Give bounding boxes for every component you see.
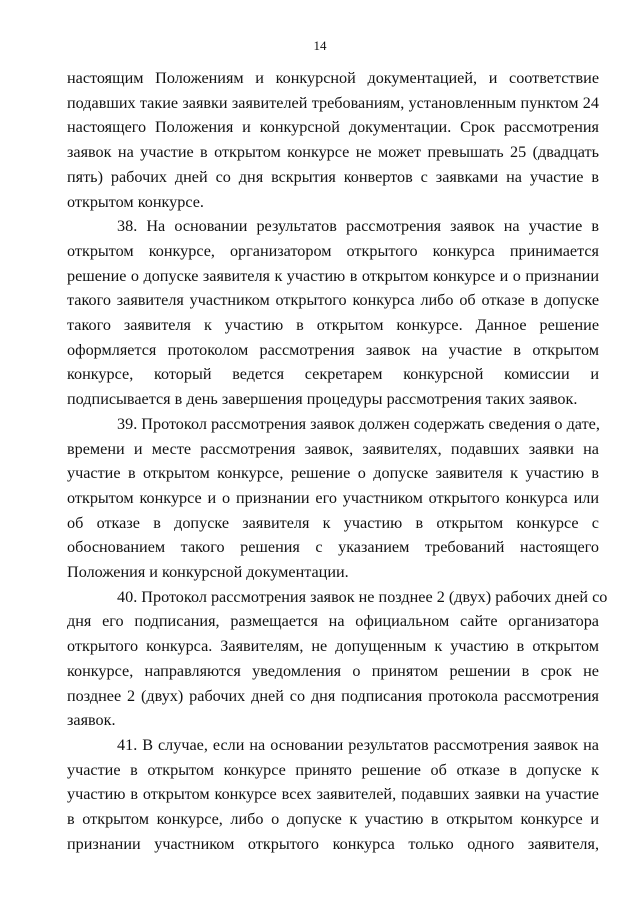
paragraph (67, 412, 599, 585)
text-line: пять) рабочих дней со дня вскрытия конвертов с заявками на участие в (67, 167, 599, 186)
paragraph (67, 585, 608, 733)
text-line: конкурсе, который ведется секретарем конкурсной комиссии и (67, 365, 599, 384)
text-line: времени и месте рассмотрения заявок, заявителях, подавших заявки на (67, 439, 599, 458)
text-line: обоснованием такого решения с указанием требований настоящего (67, 538, 599, 557)
text-line: признании участником открытого конкурса только одного заявителя, (67, 834, 599, 853)
text-line: решение о допуске заявителя к участию в открытом конкурсе и о признании (67, 266, 599, 285)
text-line: участие в открытом конкурсе, решение о допуске заявителя к участию в (67, 464, 599, 483)
text-line: позднее 2 (двух) рабочих дней со дня подписания протокола рассмотрения (67, 686, 599, 705)
text-line: дня его подписания, размещается на официальном сайте организатора (67, 612, 599, 631)
text-line: такого заявителя участником открытого конкурса либо об отказе в допуске (67, 291, 599, 310)
paragraph (67, 66, 599, 214)
text-line: 40. Протокол рассмотрения заявок не позднее 2 (двух) рабочих дней со (117, 587, 608, 606)
text-line: открытом конкурсе. (67, 192, 204, 211)
paragraph (67, 733, 599, 857)
text-line: настоящим Положениям и конкурсной документацией, и соответствие (67, 69, 599, 87)
text-line: 39. Протокол рассмотрения заявок должен содержать сведения о дате, (117, 414, 600, 433)
text-line: 41. В случае, если на основании результатов рассмотрения заявок на (117, 735, 599, 754)
text-line: такого заявителя к участию в открытом конкурсе. Данное решение (67, 316, 599, 335)
text-line: заявок. (67, 711, 116, 730)
text-line: об отказе в допуске заявителя к участию в открытом конкурсе с (67, 513, 599, 532)
text-line: в открытом конкурсе, либо о допуске к участию в открытом конкурсе и (67, 810, 599, 829)
text-line: участию в открытом конкурсе всех заявителей, подавших заявки на участие (67, 785, 599, 804)
text-line: Положения и конкурсной документации. (67, 563, 349, 582)
text-line: настоящего Положения и конкурсной документации. Срок рассмотрения (67, 118, 599, 137)
text-line: открытом конкурсе и о признании его участником открытого конкурса или (67, 488, 599, 507)
text-line: заявок на участие в открытом конкурсе не может превышать 25 (двадцать (67, 143, 599, 162)
text-line: открытого конкурса. Заявителям, не допущенным к участию в открытом (67, 637, 599, 656)
paragraph (67, 214, 599, 412)
text-line: открытом конкурсе, организатором открытого конкурса принимается (67, 241, 599, 260)
text-line: 38. На основании результатов рассмотрения заявок на участие в (117, 217, 599, 236)
text-line: оформляется протоколом рассмотрения заявок на участие в открытом (67, 340, 599, 359)
text-line: подавших такие заявки заявителей требованиям, установленным пунктом 24 (67, 93, 599, 112)
text-line: подписывается в день завершения процедуры рассмотрения таких заявок. (67, 390, 578, 409)
document-body (67, 66, 608, 857)
text-line: конкурсе, направляются уведомления о принятом решении в срок не (67, 661, 599, 680)
page-number: 14 (313, 38, 327, 53)
text-line: участие в открытом конкурсе принято решение об отказе в допуске к (67, 760, 599, 779)
